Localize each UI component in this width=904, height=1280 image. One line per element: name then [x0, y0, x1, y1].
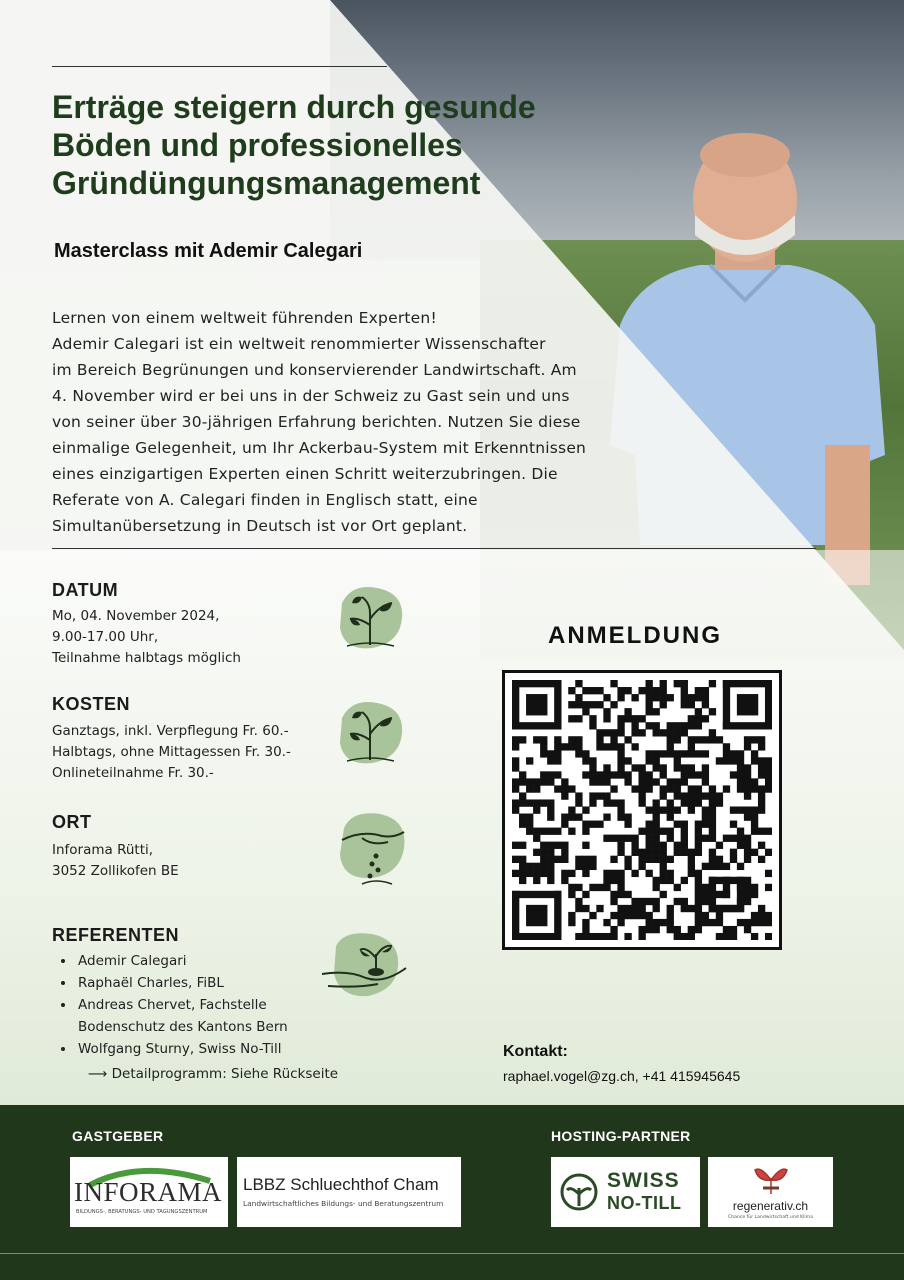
- referenten-list: [58, 950, 288, 1060]
- footer-divider: [0, 1253, 904, 1254]
- datum-line: 9.00-17.00 Uhr,: [52, 629, 159, 645]
- intro-line: Simultanübersetzung in Deutsch ist vor Ort geplant.: [52, 517, 468, 535]
- intro-line: Lernen von einem weltweit führenden Experten!: [52, 309, 437, 327]
- ort-text: [52, 840, 179, 882]
- intro-line: eines einzigartigen Experten einen Schritt weiterzubringen. Die: [52, 465, 558, 483]
- inforama-name: INFORAMA: [74, 1177, 223, 1207]
- hand-sprout-icon: [318, 928, 413, 1003]
- regenerativ-name: regenerativ.ch: [732, 1199, 809, 1213]
- title-line: Böden und professionelles: [52, 127, 463, 163]
- partner-heading: HOSTING-PARTNER: [551, 1128, 691, 1144]
- inforama-logo[interactable]: [70, 1157, 228, 1227]
- qr-code-frame[interactable]: [502, 670, 782, 950]
- anmeldung-heading: ANMELDUNG: [548, 622, 722, 649]
- swiss-no-till-line1: SWISS: [607, 1169, 680, 1192]
- swiss-no-till-line2: NO-TILL: [607, 1193, 682, 1213]
- lbbz-logo[interactable]: [237, 1157, 461, 1227]
- contact-heading: Kontakt:: [503, 1043, 568, 1060]
- page-subtitle: Masterclass mit Ademir Calegari: [54, 240, 363, 262]
- intro-line: Referate von A. Calegari finden in Englisch statt, eine: [52, 491, 478, 509]
- page-title: [52, 88, 652, 202]
- regenerativ-leaf-icon: [751, 1160, 791, 1196]
- kosten-line: Onlineteilnahme Fr. 30.-: [52, 765, 214, 781]
- datum-heading: DATUM: [52, 580, 119, 600]
- datum-line: Mo, 04. November 2024,: [52, 608, 220, 624]
- regenerativ-subtitle: Chance für Landwirtschaft und Klima: [728, 1215, 813, 1220]
- intro-line: einmalige Gelegenheit, um Ihr Ackerbau-System mit Erkenntnissen: [52, 439, 587, 457]
- kosten-text: [52, 721, 291, 784]
- kosten-line: Halbtags, ohne Mittagessen Fr. 30.-: [52, 744, 291, 760]
- title-line: Gründüngungsmanagement: [52, 165, 481, 201]
- contact-details[interactable]: raphael.vogel@zg.ch, +41 415945645: [503, 1068, 741, 1084]
- inforama-subtitle: BILDUNGS-, BERATUNGS- UND TAGUNGSZENTRUM: [76, 1209, 208, 1215]
- top-divider: [52, 66, 387, 67]
- lbbz-name: LBBZ Schluechthof Cham: [243, 1175, 439, 1194]
- ort-line: Inforama Rütti,: [52, 842, 154, 858]
- intro-line: von seiner über 30-jährigen Erfahrung berichten. Nutzen Sie diese: [52, 413, 581, 431]
- intro-text: [52, 305, 652, 539]
- ort-line: 3052 Zollikofen BE: [52, 863, 179, 879]
- kosten-line: Ganztags, inkl. Verpflegung Fr. 60.-: [52, 723, 289, 739]
- referenten-heading: REFERENTEN: [52, 925, 180, 945]
- list-item-continuation: Bodenschutz des Kantons Bern: [78, 1019, 288, 1035]
- qr-code-icon[interactable]: [512, 680, 772, 940]
- hands-seeds-icon: [332, 808, 412, 888]
- kosten-heading: KOSTEN: [52, 694, 131, 714]
- ort-heading: ORT: [52, 812, 92, 832]
- datum-text: [52, 606, 241, 669]
- seedling-icon: [332, 698, 407, 768]
- regenerativ-logo[interactable]: [708, 1157, 833, 1227]
- intro-divider: [52, 548, 816, 549]
- list-item: • Wolfgang Sturny, Swiss No-Till: [76, 1038, 288, 1060]
- detail-program-link[interactable]: ⟶ Detailprogramm: Siehe Rückseite: [88, 1066, 339, 1082]
- seedling-icon: [332, 583, 407, 653]
- lbbz-subtitle: Landwirtschaftliches Bildungs- und Beratungszentrum: [243, 1199, 444, 1208]
- swiss-no-till-emblem-icon: [559, 1172, 599, 1212]
- intro-line: Ademir Calegari ist ein weltweit renommierter Wissenschafter: [52, 335, 546, 353]
- title-line: Erträge steigern durch gesunde: [52, 89, 536, 125]
- list-item: • Ademir Calegari: [76, 950, 288, 972]
- intro-line: im Bereich Begrünungen und konservierender Landwirtschaft. Am: [52, 361, 577, 379]
- host-heading: GASTGEBER: [72, 1128, 164, 1144]
- intro-line: 4. November wird er bei uns in der Schweiz zu Gast sein und uns: [52, 387, 570, 405]
- datum-line: Teilnahme halbtags möglich: [52, 650, 241, 666]
- list-item: • Andreas Chervet, Fachstelle: [76, 994, 288, 1016]
- swiss-no-till-logo[interactable]: [551, 1157, 700, 1227]
- list-item: • Raphaël Charles, FiBL: [76, 972, 288, 994]
